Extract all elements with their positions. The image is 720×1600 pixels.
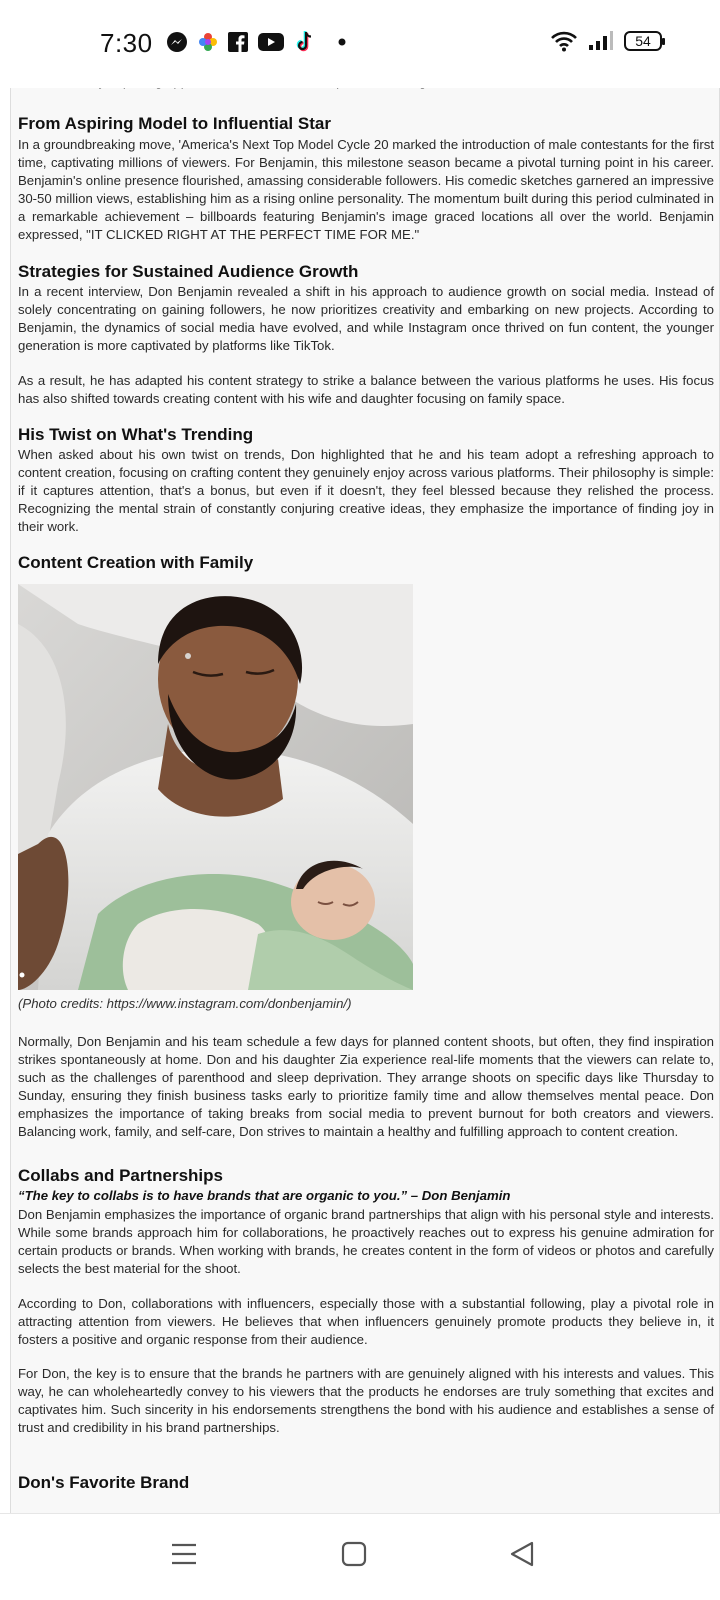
signal-icon [588, 31, 614, 51]
section-heading: Don's Favorite Brand [18, 1473, 190, 1492]
tiktok-icon [294, 30, 316, 54]
section-heading: His Twist on What's Trending [18, 425, 254, 444]
messenger-icon [166, 31, 188, 53]
notification-icons [166, 30, 346, 54]
section-heading: Collabs and Partnerships [18, 1166, 223, 1185]
article-paragraph: In a groundbreaking move, 'America's Next Top Model Cycle 20 marked the introduction of male contestants for the first time, captivating millions of viewers. For Benjamin, this milestone season became a pivotal turning point in his career. Benjamin's online presence flourished, amassing considerable followers. His comedic sketches garnered an impressive 30-50 million views, establishing him as a rising online personality. The momentum built during this period culminated in a remarkable achievement – billboards featuring Benjamin's image graced locations all over the world. Benjamin expressed, "IT CLICKED RIGHT AT THE PERFECT TIME FOR ME." [18, 137, 715, 242]
home-button[interactable] [340, 1540, 368, 1573]
home-square-icon [340, 1540, 368, 1568]
section-heading: Strategies for Sustained Audience Growth [18, 262, 359, 281]
family-photo[interactable] [18, 584, 413, 990]
dot-icon [338, 38, 346, 46]
pull-quote: “The key to collabs is to have brands that are organic to you.” – Don Benjamin [18, 1188, 511, 1203]
battery-icon: 54 [624, 31, 662, 51]
status-time: 7:30 [100, 28, 153, 58]
article-paragraph: Normally, Don Benjamin and his team schedule a few days for planned content shoots, but often, they find inspiration strikes spontaneously at home. Don and his daughter Zia experience real-life moments that the viewers can relate to, such as the challenges of parenthood and sleep deprivation. They arrange shoots on specific days like Thursday to Sunday, ensuring they finish business tasks early to prioritize family time and allow themselves mental peace. Don emphasizes the importance of taking breaks from social media to prevent burnout for both creators and viewers. Balancing work, family, and self-care, Don strives to maintain a healthy and fulfilling approach to content creation. [18, 1034, 714, 1139]
article-paragraph: For Don, the key is to ensure that the brands he partners with are genuinely aligned with his interests and values. This way, he can wholeheartedly convey to his viewers that the products he endorses are truly something that excites and captivates him. Such sincerity in his endorsements strengthens the bond with his audience and establishes a sense of trust and credibility in his brand partnerships. [18, 1366, 714, 1435]
system-icons [550, 30, 662, 52]
article-paragraph: Don Benjamin emphasizes the importance of organic brand partnerships that align with his personal style and interests. While some brands approach him for collaborations, he proactively reaches out to express his genuine admiration for certain products or brands. When working with brands, he creates content in the form of videos or photos and carefully selects the best material for the shoot. [18, 1207, 714, 1276]
photo-caption: (Photo credits: https://www.instagram.com/donbenjamin/) [18, 996, 352, 1011]
youtube-icon [258, 33, 284, 51]
back-button[interactable] [508, 1540, 536, 1573]
wifi-icon [550, 30, 578, 52]
photos-pinwheel-icon [198, 32, 218, 52]
status-bar [0, 0, 720, 88]
section-heading: Content Creation with Family [18, 553, 254, 572]
facebook-icon [228, 32, 248, 52]
back-triangle-icon [508, 1540, 536, 1568]
article-paragraph: As a result, he has adapted his content strategy to strike a balance between the various platforms he uses. His focus has also shifted towards creating content with his wife and daughter focusing on family space. [18, 373, 714, 406]
navigation-bar [0, 1513, 720, 1600]
section-heading: From Aspiring Model to Influential Star [18, 114, 331, 133]
menu-button[interactable] [170, 1540, 198, 1573]
article-viewport[interactable] [10, 58, 720, 1513]
article-paragraph: When asked about his own twist on trends, Don highlighted that he and his team adopt a refreshing approach to content creation, focusing on crafting content they genuinely enjoy across various platforms. Their philosophy is simple: if it captures attention, that's a bonus, but even if it doesn't, they feel blessed because they relished the process. Recognizing the mental strain of constantly conjuring creative ideas, they emphasize the importance of finding joy in their work. [18, 447, 714, 534]
photo-illustration [18, 584, 413, 990]
article-paragraph: In a recent interview, Don Benjamin revealed a shift in his approach to audience growth on social media. Instead of solely concentrating on gaining followers, he now prioritizes creativity and embarking on new projects. According to Benjamin, the dynamics of social media have evolved, and while Instagram once thrived on fun content, the younger generation is more captivated by platforms like TikTok. [18, 284, 714, 353]
menu-icon [170, 1540, 198, 1568]
article-paragraph: According to Don, collaborations with influencers, especially those with a substantial following, play a pivotal role in attracting attention from viewers. He believes that when influencers genuinely promote products they believe in, it fosters a positive and organic response from their audience. [18, 1296, 714, 1347]
